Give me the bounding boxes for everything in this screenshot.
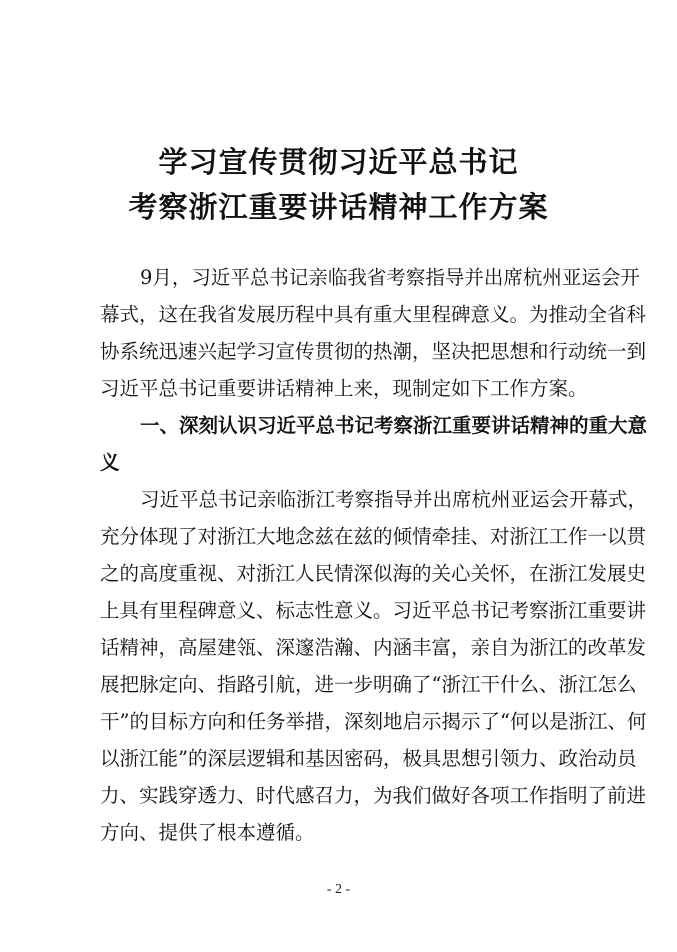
section-line: 以浙江能”的深层逻辑和基因密码，极具思想引领力、政治动员 bbox=[100, 747, 637, 770]
section-heading bbox=[100, 407, 648, 481]
section-line: 上具有里程碑意义、标志性意义。习近平总书记考察浙江重要讲 bbox=[100, 599, 647, 622]
intro-line: 9月，习近平总书记亲临我省考察指导并出席杭州亚运会开 bbox=[140, 266, 640, 289]
section-line: 方向、提供了根本遵循。 bbox=[100, 821, 315, 844]
section-line: 力、实践穿透力、时代感召力，为我们做好各项工作指明了前进 bbox=[100, 784, 647, 807]
section-heading-line: 一、深刻认识习近平总书记考察浙江重要讲话精神的重大意 bbox=[140, 414, 648, 437]
section-line: 干”的目标方向和任务举措，深刻地启示揭示了“何以是浙江、何 bbox=[100, 710, 647, 733]
section-line: 展把脉定向、指路引航，进一步明确了“浙江干什么、浙江怎么 bbox=[100, 673, 637, 696]
intro-paragraph bbox=[100, 259, 647, 407]
intro-line: 幕式，这在我省发展历程中具有重大里程碑意义。为推动全省科 bbox=[100, 303, 647, 326]
section-heading-line: 义 bbox=[100, 451, 120, 474]
section-line: 之的高度重视、对浙江人民情深似海的关心关怀，在浙江发展史 bbox=[100, 562, 647, 585]
intro-line: 协系统迅速兴起学习宣传贯彻的热潮，坚决把思想和行动统一到 bbox=[100, 340, 647, 363]
document-title-line-1: 学习宣传贯彻习近平总书记 bbox=[158, 145, 519, 179]
intro-line: 习近平总书记重要讲话精神上来，现制定如下工作方案。 bbox=[100, 377, 588, 400]
section-line: 习近平总书记亲临浙江考察指导并出席杭州亚运会开幕式， bbox=[140, 488, 648, 511]
section-line: 话精神，高屋建瓴、深邃浩瀚、内涵丰富，亲自为浙江的改革发 bbox=[100, 636, 647, 659]
section-line: 充分体现了对浙江大地念兹在兹的倾情牵挂、对浙江工作一以贯 bbox=[100, 525, 647, 548]
document-title-line-2: 考察浙江重要讲话精神工作方案 bbox=[128, 190, 549, 224]
page-number: - 2 - bbox=[326, 882, 351, 897]
section-paragraph bbox=[100, 481, 648, 851]
